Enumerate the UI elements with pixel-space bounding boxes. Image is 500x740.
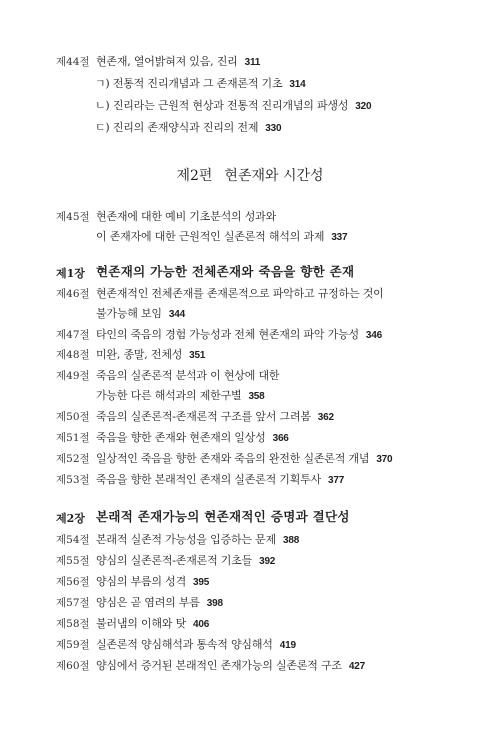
- section-number: 제60절: [56, 660, 90, 672]
- page-number: 370: [376, 454, 393, 465]
- page-number: 358: [248, 391, 265, 402]
- page-number: 395: [193, 577, 210, 588]
- page-number: 406: [193, 619, 210, 630]
- part-number: 제2편: [176, 168, 213, 184]
- section-number: 제56절: [56, 576, 90, 588]
- section-title: 실존론적 양심해석과 통속적 양심해석: [96, 638, 273, 651]
- section-title: 타인의 죽음의 경험 가능성과 전체 현존재의 파악 가능성: [96, 328, 359, 341]
- subsection-title: ㄷ) 진리의 존재양식과 진리의 전제: [95, 121, 259, 134]
- chapter-title: 현존재의 가능한 전체존재와 죽음을 향한 존재: [96, 264, 355, 279]
- section-title: 양심에서 증거된 본래적인 존재가능의 실존론적 구조: [96, 659, 342, 672]
- section-title: 죽음을 향한 본래적인 존재의 실존론적 기획투사: [96, 473, 322, 486]
- section-number: 제53절: [56, 474, 90, 486]
- page-number: 337: [331, 232, 348, 243]
- section-number: 제48절: [56, 349, 90, 361]
- section-title: 일상적인 죽음을 향한 존재와 죽음의 완전한 실존론적 개념: [96, 452, 370, 465]
- chapter-number: 제2장: [56, 512, 85, 525]
- section-number: 제57절: [56, 597, 90, 609]
- part-heading: [0, 166, 500, 186]
- section-number: 제49절: [56, 370, 90, 382]
- page-number: 377: [328, 475, 345, 486]
- section-title: 현존재, 열어밝혀져 있음, 진리: [96, 55, 238, 68]
- section-number: 제54절: [56, 534, 90, 546]
- section-number: 제51절: [56, 432, 90, 444]
- subsection-title: ㄴ) 진리라는 근원적 현상과 전통적 진리개념의 파생성: [95, 99, 349, 112]
- chapter-heading-1: [56, 262, 355, 282]
- section-number: 제59절: [56, 639, 90, 651]
- section-title: 미완, 종말, 전체성: [96, 348, 183, 361]
- section-title: 양심의 부름의 성격: [96, 575, 187, 588]
- section-number: 제50절: [56, 411, 90, 423]
- section-number: 제45절: [56, 211, 90, 223]
- page-number: 398: [206, 598, 223, 609]
- chapter-title: 본래적 존재가능의 현존재적인 증명과 결단성: [96, 509, 350, 524]
- section-title: 본래적 실존적 가능성을 입증하는 문제: [96, 533, 277, 546]
- section-title-line2: 이 존재자에 대한 근원적인 실존론적 해석의 과제: [96, 230, 325, 243]
- subsection-title: ㄱ) 전통적 진리개념과 그 존재론적 기초: [95, 77, 283, 90]
- section-title: 불러냄의 이해와 탓: [96, 617, 187, 630]
- page-number: 351: [189, 350, 206, 361]
- page-number: 330: [265, 123, 282, 134]
- page-number: 311: [244, 57, 261, 68]
- page-number: 346: [365, 330, 382, 341]
- page-number: 427: [348, 661, 365, 672]
- section-title-line2: 불가능해 보임: [96, 307, 162, 320]
- page-number: 366: [272, 433, 289, 444]
- section-number: 제58절: [56, 618, 90, 630]
- section-title-line2: 가능한 다른 해석과의 제한구별: [96, 389, 242, 402]
- page-number: 392: [259, 556, 276, 567]
- chapter-heading-2: [56, 507, 350, 527]
- chapter-number: 제1장: [56, 267, 85, 280]
- page-number: 314: [289, 79, 306, 90]
- page-number: 344: [168, 309, 185, 320]
- section-title: 죽음의 실존론적-존재론적 구조를 앞서 그려봄: [96, 410, 311, 423]
- page-number: 388: [283, 535, 300, 546]
- section-number: 제55절: [56, 555, 90, 567]
- section-number: 제44절: [56, 56, 90, 68]
- page-number: 362: [317, 412, 334, 423]
- section-number: 제47절: [56, 329, 90, 341]
- page-number: 419: [279, 640, 296, 651]
- section-title-line1: 현존재적인 전체존재를 존재론적으로 파악하고 규정하는 것이: [96, 287, 384, 300]
- section-number: 제52절: [56, 453, 90, 465]
- section-title-line1: 죽음의 실존론적 분석과 이 현상에 대한: [96, 369, 280, 382]
- section-title-line1: 현존재에 대한 예비 기초분석의 성과와: [96, 210, 277, 223]
- section-number: 제46절: [56, 288, 90, 300]
- section-title: 양심은 곧 염려의 부름: [96, 596, 200, 609]
- section-title: 양심의 실존론적-존재론적 기초들: [96, 554, 253, 567]
- part-title: 현존재와 시간성: [224, 168, 324, 184]
- section-title: 죽음을 향한 존재와 현존재의 일상성: [96, 431, 266, 444]
- page-number: 320: [355, 101, 372, 112]
